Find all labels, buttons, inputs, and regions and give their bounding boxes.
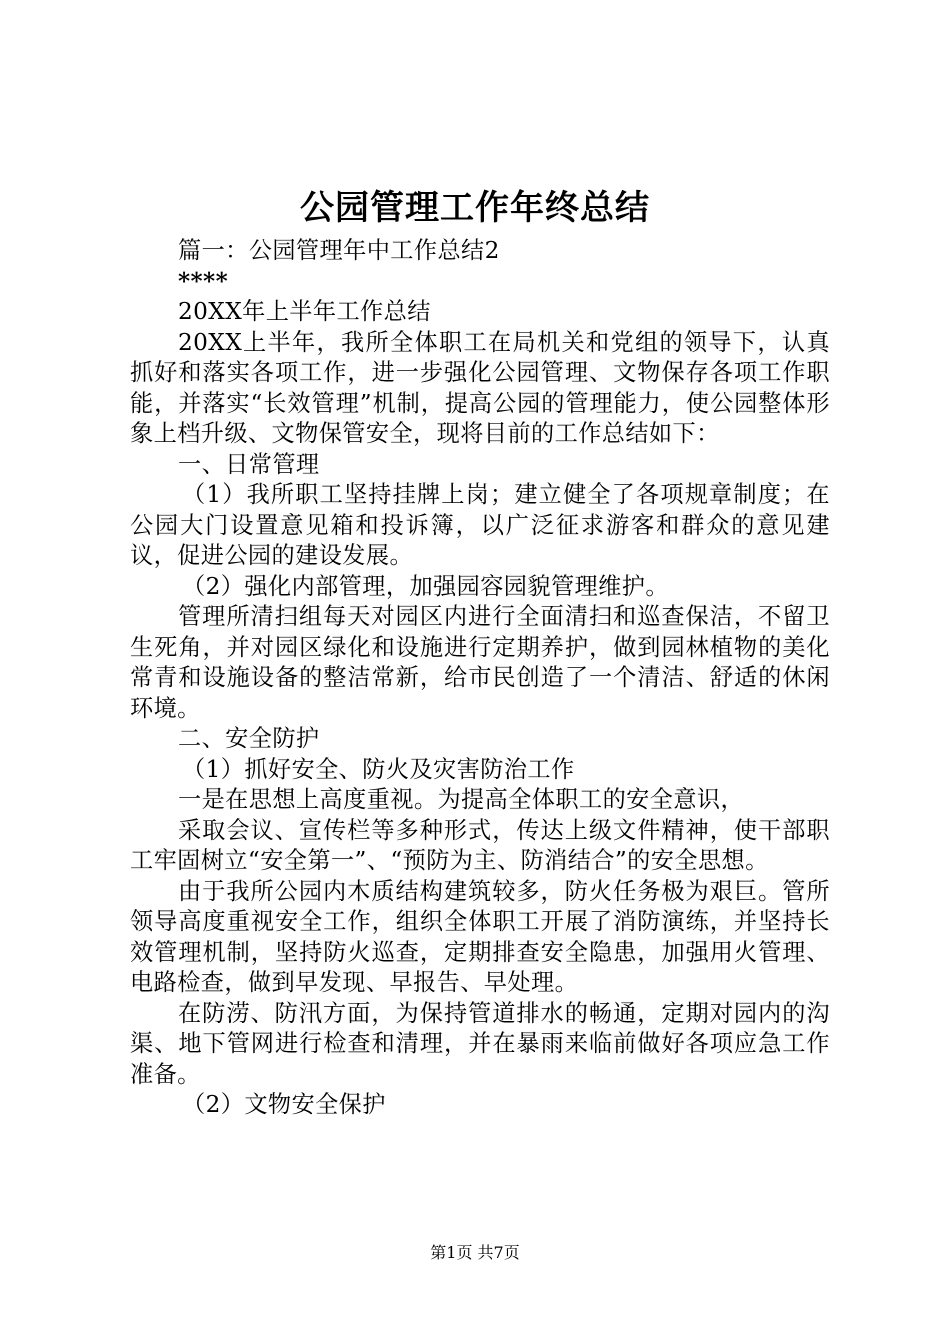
paragraph: 一是在思想上高度重视。为提高全体职工的安全意识， <box>178 786 745 813</box>
subtitle: 20XX年上半年工作总结 <box>178 298 431 325</box>
heading-safety-protection: 二、安全防护 <box>178 725 320 752</box>
heading-daily-management: 一、日常管理 <box>178 450 320 478</box>
paragraph: （2）强化内部管理，加强园容园貌管理维护。 <box>182 572 669 600</box>
page-number-footer: 第1页 共7页 <box>430 1243 520 1262</box>
paragraph: 由于我所公园内木质结构建筑较多，防火任务极为艰巨。管所领导高度重视安全工作，组织全体职工开展了消防演练，并坚持长效管理机制，坚持防火巡查，定期排查安全隐患，加强用火管理、电路检查，做到早发现、早报告、早处理。 <box>130 877 830 996</box>
paragraph: 在防涝、防汛方面，为保持管道排水的畅通，定期对园内的沟渠、地下管网进行检查和清理，并在暴雨来临前做好各项应急工作准备。 <box>130 999 830 1088</box>
paragraph: （2）文物安全保护 <box>182 1091 386 1118</box>
paragraph: 20XX上半年，我所全体职工在局机关和党组的领导下，认真抓好和落实各项工作，进一步强化公园管理、文物保存各项工作职能，并落实“长效管理”机制，提高公园的管理能力，使公园整体形象上档升级、文物保管安全，现将目前的工作总结如下： <box>130 328 830 447</box>
paragraph: （1）抓好安全、防火及灾害防治工作 <box>182 755 575 783</box>
separator-stars: **** <box>178 267 229 295</box>
document-title: 公园管理工作年终总结 <box>300 188 650 228</box>
paragraph: （1）我所职工坚持挂牌上岗；建立健全了各项规章制度；在公园大门设置意见箱和投诉簿，以广泛征求游客和群众的意见建议，促进公园的建设发展。 <box>130 481 830 569</box>
document-body <box>130 236 830 1121</box>
section-heading: 篇一：公园管理年中工作总结2 <box>178 237 500 264</box>
paragraph: 采取会议、宣传栏等多种形式，传达上级文件精神，使干部职工牢固树立“安全第一”、“预防为主、防消结合”的安全思想。 <box>130 816 830 874</box>
paragraph: 管理所清扫组每天对园区内进行全面清扫和巡查保洁，不留卫生死角，并对园区绿化和设施进行定期养护，做到园林植物的美化常青和设施设备的整洁常新，给市民创造了一个清洁、舒适的休闲环境。 <box>130 603 830 722</box>
